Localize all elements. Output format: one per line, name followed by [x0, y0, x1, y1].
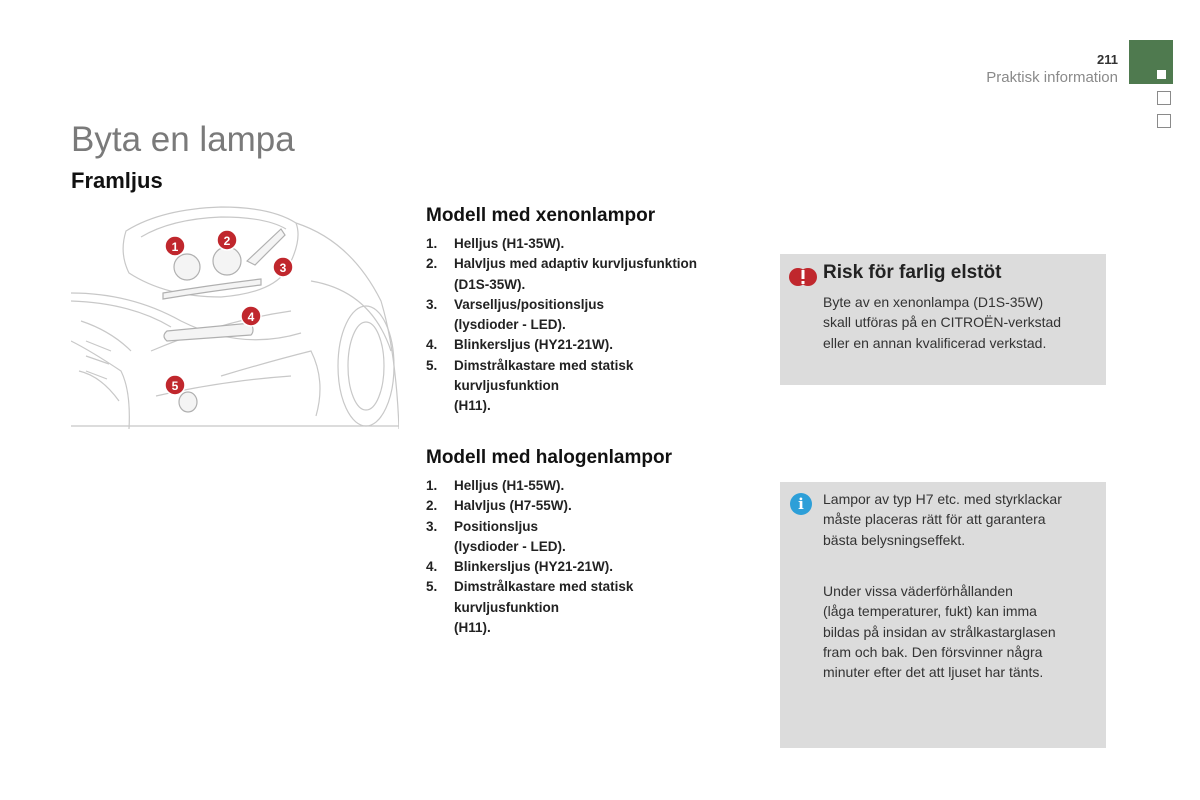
list-item: 2. Halvljus (H7-55W). [426, 498, 572, 514]
halogen-lamp-list [426, 476, 756, 638]
callout-3 [273, 257, 293, 277]
section-subtitle: Framljus [71, 168, 163, 193]
info-box [780, 482, 1106, 748]
svg-text:5: 5 [171, 379, 179, 393]
callout-1 [165, 236, 185, 256]
warning-icon [789, 266, 817, 288]
svg-text:1: 1 [171, 240, 179, 254]
page-title: Byta en lampa [71, 120, 295, 159]
list-item: 1. Helljus (H1-55W). [426, 478, 565, 493]
warning-title: Risk för farlig elstöt [823, 262, 1002, 283]
svg-text:4: 4 [247, 310, 255, 324]
list-item: 3. Varselljus/positionsljus (lysdioder - LED). [426, 296, 605, 333]
xenon-lamp-list [426, 234, 756, 417]
info-paragraph-2: Under vissa väderförhållanden (låga temperaturer, fukt) kan imma bildas på insidan av strålkastarglasen fram och bak. Den försvinner några minuter efter det att ljuset har tänts. [823, 583, 1056, 681]
list-item: 4. Blinkersljus (HY21-21W). [426, 559, 614, 575]
list-item: 5. Dimstrålkastare med statisk kurvljusfunktion (H11). [426, 579, 634, 636]
page-number: 211 [1097, 52, 1118, 67]
list-item: 4. Blinkersljus (HY21-21W). [426, 337, 614, 353]
warning-box [780, 254, 1106, 385]
chapter-marker-active [1157, 70, 1166, 79]
list-item: 3. Positionsljus (lysdioder - LED). [426, 518, 566, 554]
warning-text: Byte av en xenonlampa (D1S-35W) skall utföras på en CITROËN-verkstad eller en annan kvalificerad verkstad. [823, 294, 1062, 351]
info-paragraph-1: Lampor av typ H7 etc. med styrklackar måste placeras rätt för att garantera bästa belysningseffekt. [823, 491, 1062, 548]
list-item: 2. Halvljus med adaptiv kurvljusfunktion (D1S-35W). [426, 256, 698, 292]
chapter-tab [1129, 40, 1173, 84]
callout-5 [165, 375, 185, 395]
callout-4 [241, 306, 261, 326]
chapter-marker [1157, 114, 1171, 128]
callout-2 [217, 230, 237, 250]
headlight-illustration [71, 201, 399, 429]
list-item: 1. Helljus (H1-35W). [426, 236, 565, 251]
svg-text:3: 3 [279, 261, 287, 275]
xenon-heading: Modell med xenonlampor [426, 205, 656, 226]
list-item: 5. Dimstrålkastare med statisk kurvljusfunktion (H11). [426, 357, 634, 414]
svg-text:2: 2 [223, 234, 231, 248]
info-icon: i [790, 493, 812, 515]
chapter-marker [1157, 91, 1171, 105]
halogen-heading: Modell med halogenlampor [426, 447, 672, 468]
section-name: Praktisk information [986, 69, 1118, 86]
